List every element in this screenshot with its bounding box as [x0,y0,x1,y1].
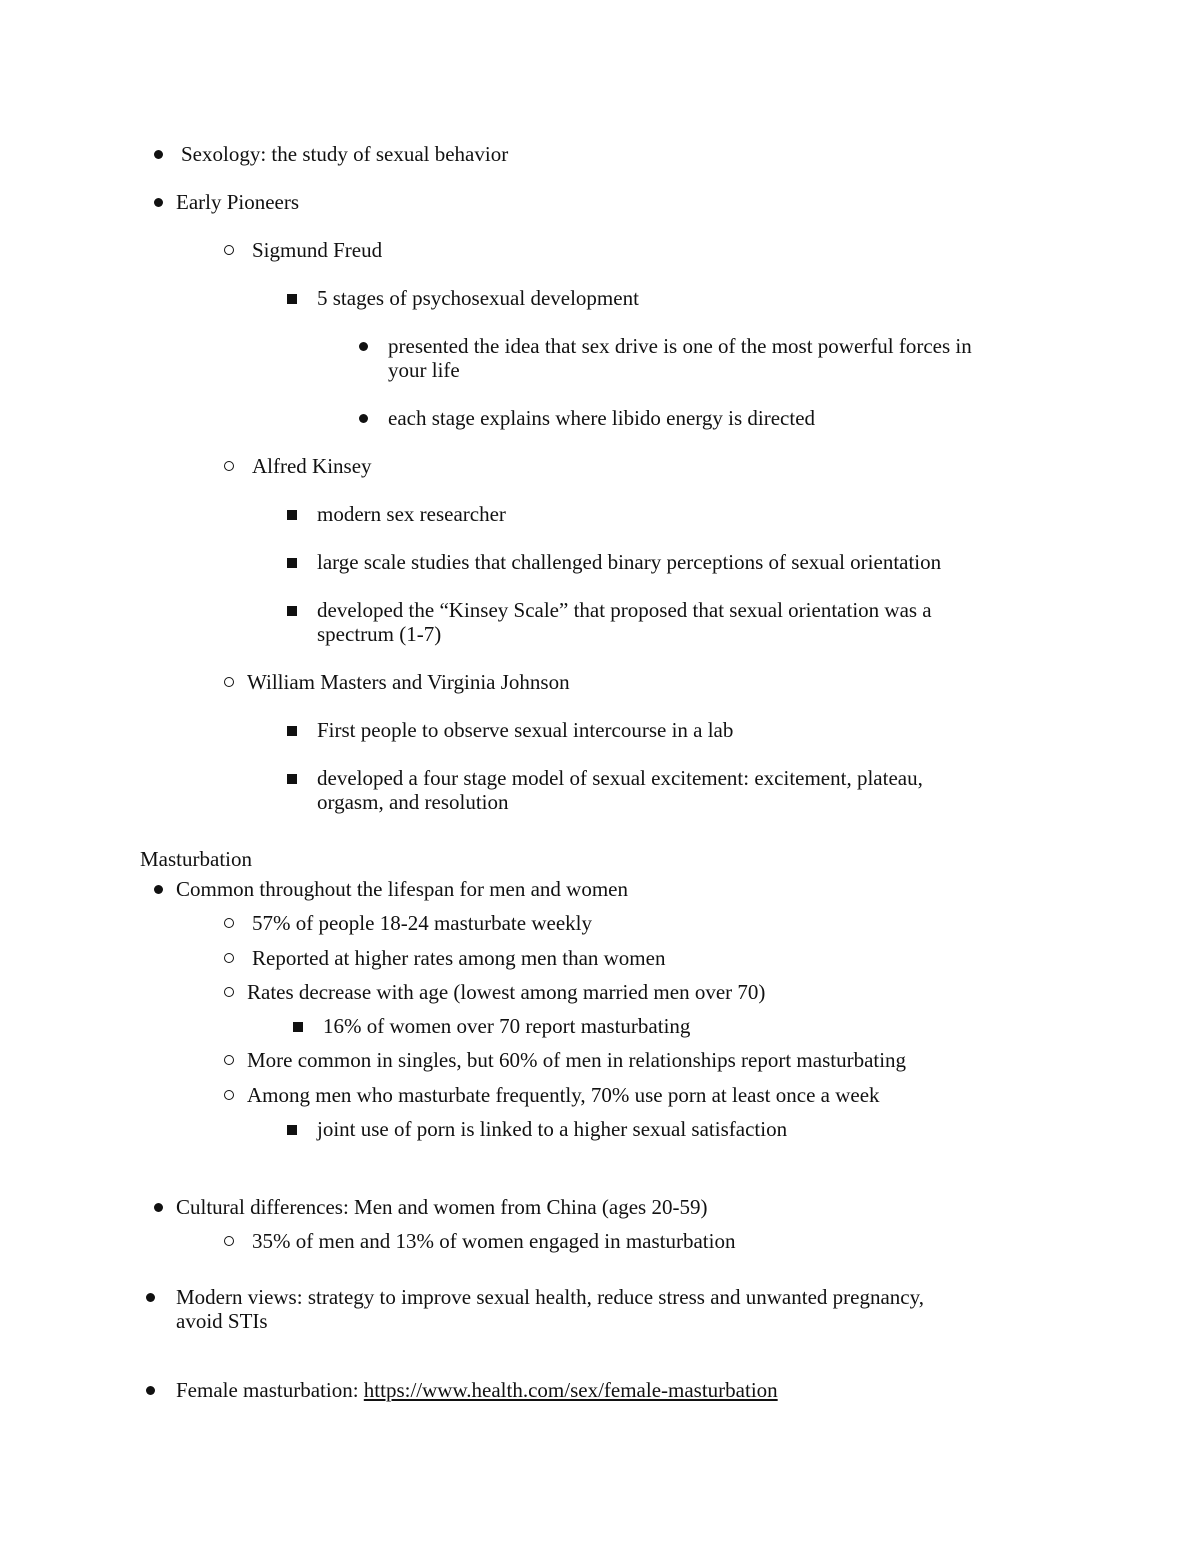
kinsey-point3-line2: spectrum (1-7) [317,622,442,646]
masturbation-modern-line1: Modern views: strategy to improve sexual health, reduce stress and unwanted pregnancy, [176,1285,924,1309]
female-masturbation-label: Female masturbation: [176,1378,364,1402]
masturbation-modern-line2: avoid STIs [176,1309,268,1333]
masturbation-decrease: Rates decrease with age (lowest among married men over 70) [247,980,766,1004]
bullet-disc-icon [154,150,163,159]
freud-name: Sigmund Freud [252,238,383,262]
bullet-square-icon [293,1022,303,1032]
masturbation-porn: Among men who masturbate frequently, 70% use porn at least once a week [247,1083,880,1107]
masters-johnson-name: William Masters and Virginia Johnson [247,670,570,694]
bullet-circle-icon [224,953,234,963]
bullet-circle-icon [224,245,234,255]
bullet-disc-icon [359,342,368,351]
bullet-circle-icon [224,677,234,687]
bullet-disc-icon [154,885,163,894]
masturbation-cultural: Cultural differences: Men and women from China (ages 20-59) [176,1195,708,1219]
female-masturbation-item [176,1378,778,1402]
masturbation-common: Common throughout the lifespan for men and women [176,877,629,901]
masters-johnson-point2-line1: developed a four stage model of sexual excitement: excitement, plateau, [317,766,923,790]
masturbation-weekly: 57% of people 18-24 masturbate weekly [252,911,592,935]
bullet-square-icon [287,510,297,520]
bullet-disc-icon [146,1386,155,1395]
masturbation-women-over-70: 16% of women over 70 report masturbating [323,1014,691,1038]
kinsey-name: Alfred Kinsey [252,454,372,478]
freud-stages: 5 stages of psychosexual development [317,286,639,310]
bullet-disc-icon [359,414,368,423]
bullet-circle-icon [224,918,234,928]
freud-point2: each stage explains where libido energy is directed [388,406,816,430]
bullet-square-icon [287,558,297,568]
masturbation-singles: More common in singles, but 60% of men in relationships report masturbating [247,1048,907,1072]
bullet-disc-icon [154,198,163,207]
kinsey-point3-line1: developed the “Kinsey Scale” that proposed that sexual orientation was a [317,598,932,622]
bullet-circle-icon [224,1236,234,1246]
masturbation-heading: Masturbation [140,847,252,871]
masturbation-higher-rates: Reported at higher rates among men than women [252,946,666,970]
early-pioneers-heading: Early Pioneers [176,190,300,214]
masturbation-china-stats: 35% of men and 13% of women engaged in masturbation [252,1229,736,1253]
kinsey-point2: large scale studies that challenged binary perceptions of sexual orientation [317,550,942,574]
bullet-circle-icon [224,987,234,997]
bullet-disc-icon [154,1203,163,1212]
bullet-circle-icon [224,1055,234,1065]
kinsey-point1: modern sex researcher [317,502,506,526]
bullet-square-icon [287,606,297,616]
bullet-square-icon [287,1125,297,1135]
bullet-disc-icon [146,1293,155,1302]
bullet-square-icon [287,294,297,304]
masturbation-joint: joint use of porn is linked to a higher sexual satisfaction [317,1117,788,1141]
bullet-square-icon [287,726,297,736]
masters-johnson-point2-line2: orgasm, and resolution [317,790,509,814]
bullet-circle-icon [224,461,234,471]
freud-point1-line1: presented the idea that sex drive is one of the most powerful forces in [388,334,972,358]
female-masturbation-link[interactable]: https://www.health.com/sex/female-masturbation [363,1378,778,1402]
freud-point1-line2: your life [388,358,460,382]
bullet-square-icon [287,774,297,784]
sexology-definition: Sexology: the study of sexual behavior [181,142,509,166]
masters-johnson-point1: First people to observe sexual intercourse in a lab [317,718,734,742]
bullet-circle-icon [224,1090,234,1100]
